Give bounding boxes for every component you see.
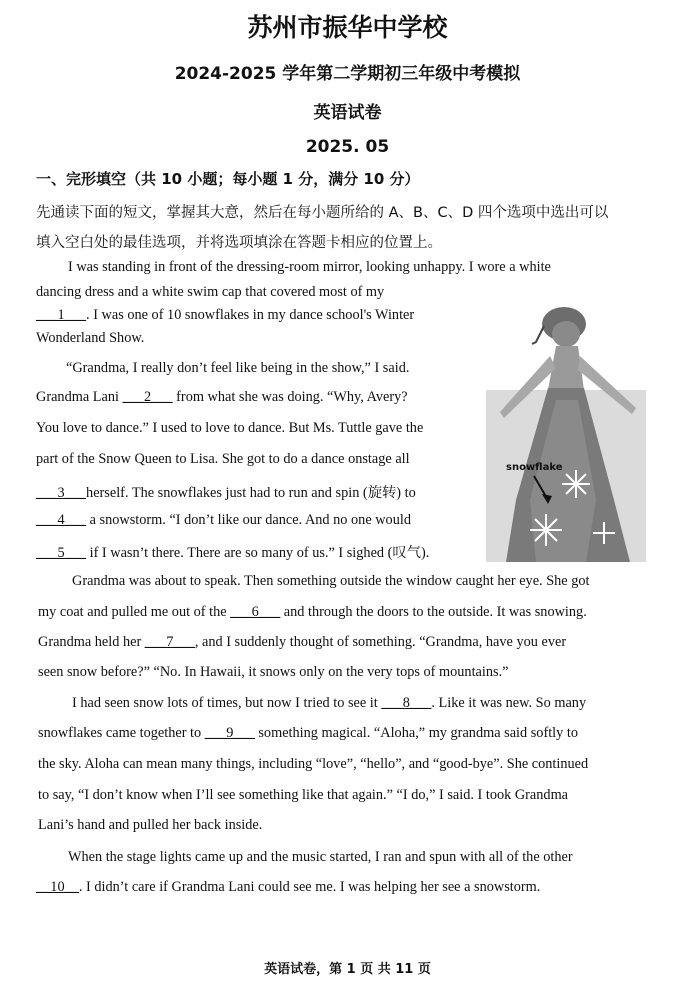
passage-line bbox=[36, 482, 416, 502]
passage-line bbox=[36, 512, 411, 529]
snowflake-label: snowflake bbox=[506, 462, 563, 473]
passage-line: the sky. Aloha can mean many things, including “love”, “hello”, and “good-bye”. She continued bbox=[38, 756, 589, 772]
passage-text: herself. The snowflakes just had to run and spin (旋转) to bbox=[86, 485, 416, 501]
passage-line bbox=[36, 879, 540, 896]
passage-line bbox=[38, 725, 578, 742]
passage-line bbox=[72, 695, 586, 712]
school-title: 苏州市振华中学校 bbox=[247, 13, 448, 42]
passage-line: When the stage lights came up and the music started, I ran and spun with all of the other bbox=[68, 849, 573, 865]
passage-text: . I was one of 10 snowflakes in my dance school's Winter bbox=[86, 307, 415, 323]
passage-line: seen snow before?” “No. In Hawaii, it snows only on the very tops of mountains.” bbox=[38, 664, 509, 680]
passage-line bbox=[36, 542, 429, 562]
passage-line bbox=[38, 634, 566, 651]
blank-7: ___7___ bbox=[144, 634, 195, 650]
exam-title: 2024-2025 学年第二学期初三年级中考模拟 bbox=[174, 64, 521, 84]
passage-text: Grandma Lani bbox=[36, 389, 123, 405]
passage-line: Lani’s hand and pulled her back inside. bbox=[38, 817, 263, 833]
blank-3: ___3___ bbox=[36, 485, 87, 501]
instruction-line: 填入空白处的最佳选项，并将选项填涂在答题卡相应的位置上。 bbox=[36, 235, 442, 251]
passage-line: You love to dance.” I used to love to dance. But Ms. Tuttle gave the bbox=[36, 420, 424, 436]
passage-text: a snowstorm. “I don’t like our dance. And no one would bbox=[86, 512, 411, 528]
instruction-line: 先通读下面的短文，掌握其大意，然后在每小题所给的 A、B、C、D 四个选项中选出可以 bbox=[36, 205, 609, 221]
dancer-figure-icon bbox=[486, 300, 646, 562]
passage-line bbox=[36, 307, 414, 324]
blank-4: ___4___ bbox=[36, 512, 87, 528]
passage-line: “Grandma, I really don’t feel like being in the show,” I said. bbox=[66, 360, 410, 376]
passage-text: if I wasn’t there. There are so many of us.” I sighed (叹气). bbox=[86, 545, 430, 561]
passage-line: Wonderland Show. bbox=[36, 330, 145, 346]
blank-10: __10__ bbox=[36, 879, 79, 895]
blank-6: ___6___ bbox=[230, 604, 281, 620]
blank-2: ___2___ bbox=[122, 389, 173, 405]
passage-text: . Like it was new. So many bbox=[431, 695, 587, 711]
passage-line: part of the Snow Queen to Lisa. She got to do a dance onstage all bbox=[36, 451, 410, 467]
passage-text: . I didn’t care if Grandma Lani could see me. I was helping her see a snowstorm. bbox=[78, 879, 541, 895]
passage-text: from what she was doing. “Why, Avery? bbox=[172, 389, 408, 405]
passage-text: my coat and pulled me out of the bbox=[38, 604, 231, 620]
passage-text: I had seen snow lots of times, but now I tried to see it bbox=[72, 695, 382, 711]
passage-line: Grandma was about to speak. Then something outside the window caught her eye. She got bbox=[72, 573, 590, 589]
passage-line: I was standing in front of the dressing-room mirror, looking unhappy. I wore a white bbox=[68, 259, 551, 275]
paper-title: 英语试卷 bbox=[313, 103, 382, 123]
passage-line bbox=[36, 389, 408, 406]
page-footer: 英语试卷，第 1 页 共 11 页 bbox=[264, 962, 431, 977]
section-title: 一、完形填空（共 10 小题；每小题 1 分，满分 10 分） bbox=[36, 170, 420, 188]
passage-text: snowflakes came together to bbox=[38, 725, 205, 741]
passage-text: Grandma held her bbox=[38, 634, 145, 650]
passage-line: to say, “I don’t know when I’ll see something like that again.” “I do,” I said. I took Grandma bbox=[38, 787, 569, 803]
blank-5: ___5___ bbox=[36, 545, 87, 561]
passage-text: , and I suddenly thought of something. “Grandma, have you ever bbox=[194, 634, 567, 650]
passage-text: and through the doors to the outside. It was snowing. bbox=[280, 604, 587, 620]
blank-8: ___8___ bbox=[381, 695, 432, 711]
dancer-illustration bbox=[486, 300, 646, 562]
blank-9: ___9___ bbox=[204, 725, 255, 741]
passage-line: dancing dress and a white swim cap that covered most of my bbox=[36, 284, 385, 300]
passage-line bbox=[38, 604, 587, 621]
blank-1: ___1___ bbox=[36, 307, 87, 323]
exam-date: 2025. 05 bbox=[305, 137, 390, 157]
passage-text: something magical. “Aloha,” my grandma said softly to bbox=[254, 725, 578, 741]
